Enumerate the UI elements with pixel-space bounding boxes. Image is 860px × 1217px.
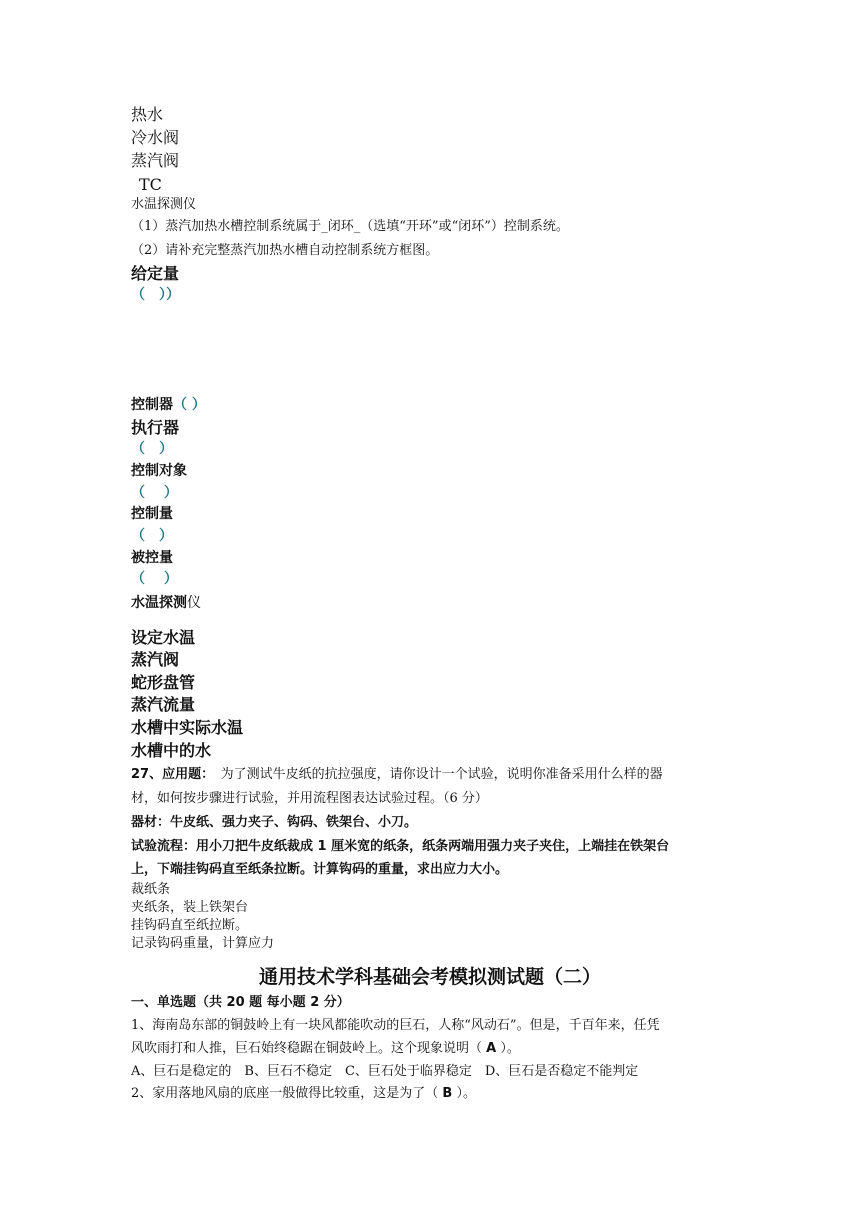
exam-q1-line-2: [131, 1041, 520, 1057]
exam-q1-options: A、巨石是稳定的 B、巨石不稳定 C、巨石处于临界稳定 D、巨石是否稳定不能判定: [131, 1064, 639, 1079]
exam-q2-answer: B: [442, 1086, 453, 1101]
q27-text-1: 为了测试牛皮纸的抗拉强度，请你设计一个试验，说明你准备采用什么样的器: [207, 767, 663, 782]
section-heading: 一、单选题（共 20 题 每小题 2 分）: [131, 995, 350, 1010]
diagram-controlled-blank: （ ）: [131, 571, 178, 587]
q27-step-2: 夹纸条，装上铁架台: [131, 900, 249, 915]
diagram-controller: [131, 397, 206, 414]
answer-5: 水槽中实际水温: [131, 718, 244, 737]
diagram-controlled-quantity: 被控量: [131, 550, 173, 566]
q27-process-2: 上，下端挂钩码直至纸条拉断。计算钩码的重量，求出应力大小。: [131, 862, 509, 877]
diagram-blank-1: （ ））: [131, 287, 180, 303]
answer-3: 蛇形盘管: [131, 673, 196, 692]
exam-q1-line-1: 1、海南岛东部的铜鼓岭上有一块风都能吹动的巨石，人称“风动石”。但是，千百年来，任凭: [131, 1018, 660, 1033]
diagram-control-object: 控制对象: [131, 463, 187, 479]
diagram-given-quantity: 给定量: [131, 264, 180, 283]
answer-1: 设定水温: [131, 628, 196, 647]
exam-q2-pre: 2、家用落地风扇的底座一般做得比较重，这是为了（: [131, 1086, 439, 1101]
answer-6: 水槽中的水: [131, 741, 212, 760]
exam-q1-line-2-pre: 风吹雨打和人推，巨石始终稳踞在铜鼓岭上。这个现象说明（: [131, 1041, 483, 1056]
exam-q1-line-2-post: ）。: [500, 1041, 520, 1056]
q27-process-1: 试验流程：用小刀把牛皮纸裁成 1 厘米宽的纸条，纸条两端用强力夹子夹住，上端挂在铁架台: [131, 839, 670, 854]
label-hot-water: 热水: [131, 105, 164, 124]
q27-step-4: 记录钩码重量，计算应力: [131, 936, 275, 951]
exam-q2-post: ）。: [456, 1086, 476, 1101]
diagram-control-quantity: 控制量: [131, 506, 173, 522]
q27-step-1: 裁纸条: [131, 882, 171, 897]
question-2: （2）请补充完整蒸汽加热水槽自动控制系统方框图。: [131, 243, 439, 258]
label-cold-valve: 冷水阀: [131, 128, 180, 147]
exam-q1-answer: A: [486, 1041, 497, 1056]
diagram-object-blank: （ ）: [131, 485, 178, 501]
q27-step-3: 挂钩码直至纸拉断。: [131, 918, 249, 933]
exam-q2: [131, 1086, 476, 1102]
label-steam-valve: 蒸汽阀: [131, 151, 180, 170]
diagram-controller-blank: （ ）: [173, 397, 206, 413]
q27-materials: 器材：牛皮纸、强力夹子、钩码、铁架台、小刀。: [131, 815, 418, 830]
label-tc: TC: [139, 175, 162, 194]
diagram-probe-tail: 仪: [187, 595, 201, 611]
diagram-controller-label: 控制器: [131, 397, 173, 413]
label-probe: 水温探测仪: [131, 197, 197, 212]
q27-text-2: 材，如何按步骤进行试验，并用流程图表达试验过程。（6 分）: [131, 791, 488, 806]
diagram-ctrl-qty-blank: （ ）: [131, 528, 173, 544]
diagram-actuator: 执行器: [131, 418, 180, 437]
exam-title: 通用技术学科基础会考模拟测试题（二）: [258, 966, 601, 988]
q27-line-1: [131, 767, 663, 783]
diagram-probe: [131, 592, 201, 612]
answer-4: 蒸汽流量: [131, 695, 196, 714]
diagram-probe-label: 水温探测: [131, 595, 187, 611]
q27-label: 27、应用题：: [131, 767, 208, 782]
answer-2: 蒸汽阀: [131, 650, 180, 669]
question-1: （1）蒸汽加热水槽控制系统属于_闭环_（选填“开环”或“闭环”）控制系统。: [131, 219, 569, 234]
diagram-actuator-blank: （ ）: [131, 441, 173, 457]
